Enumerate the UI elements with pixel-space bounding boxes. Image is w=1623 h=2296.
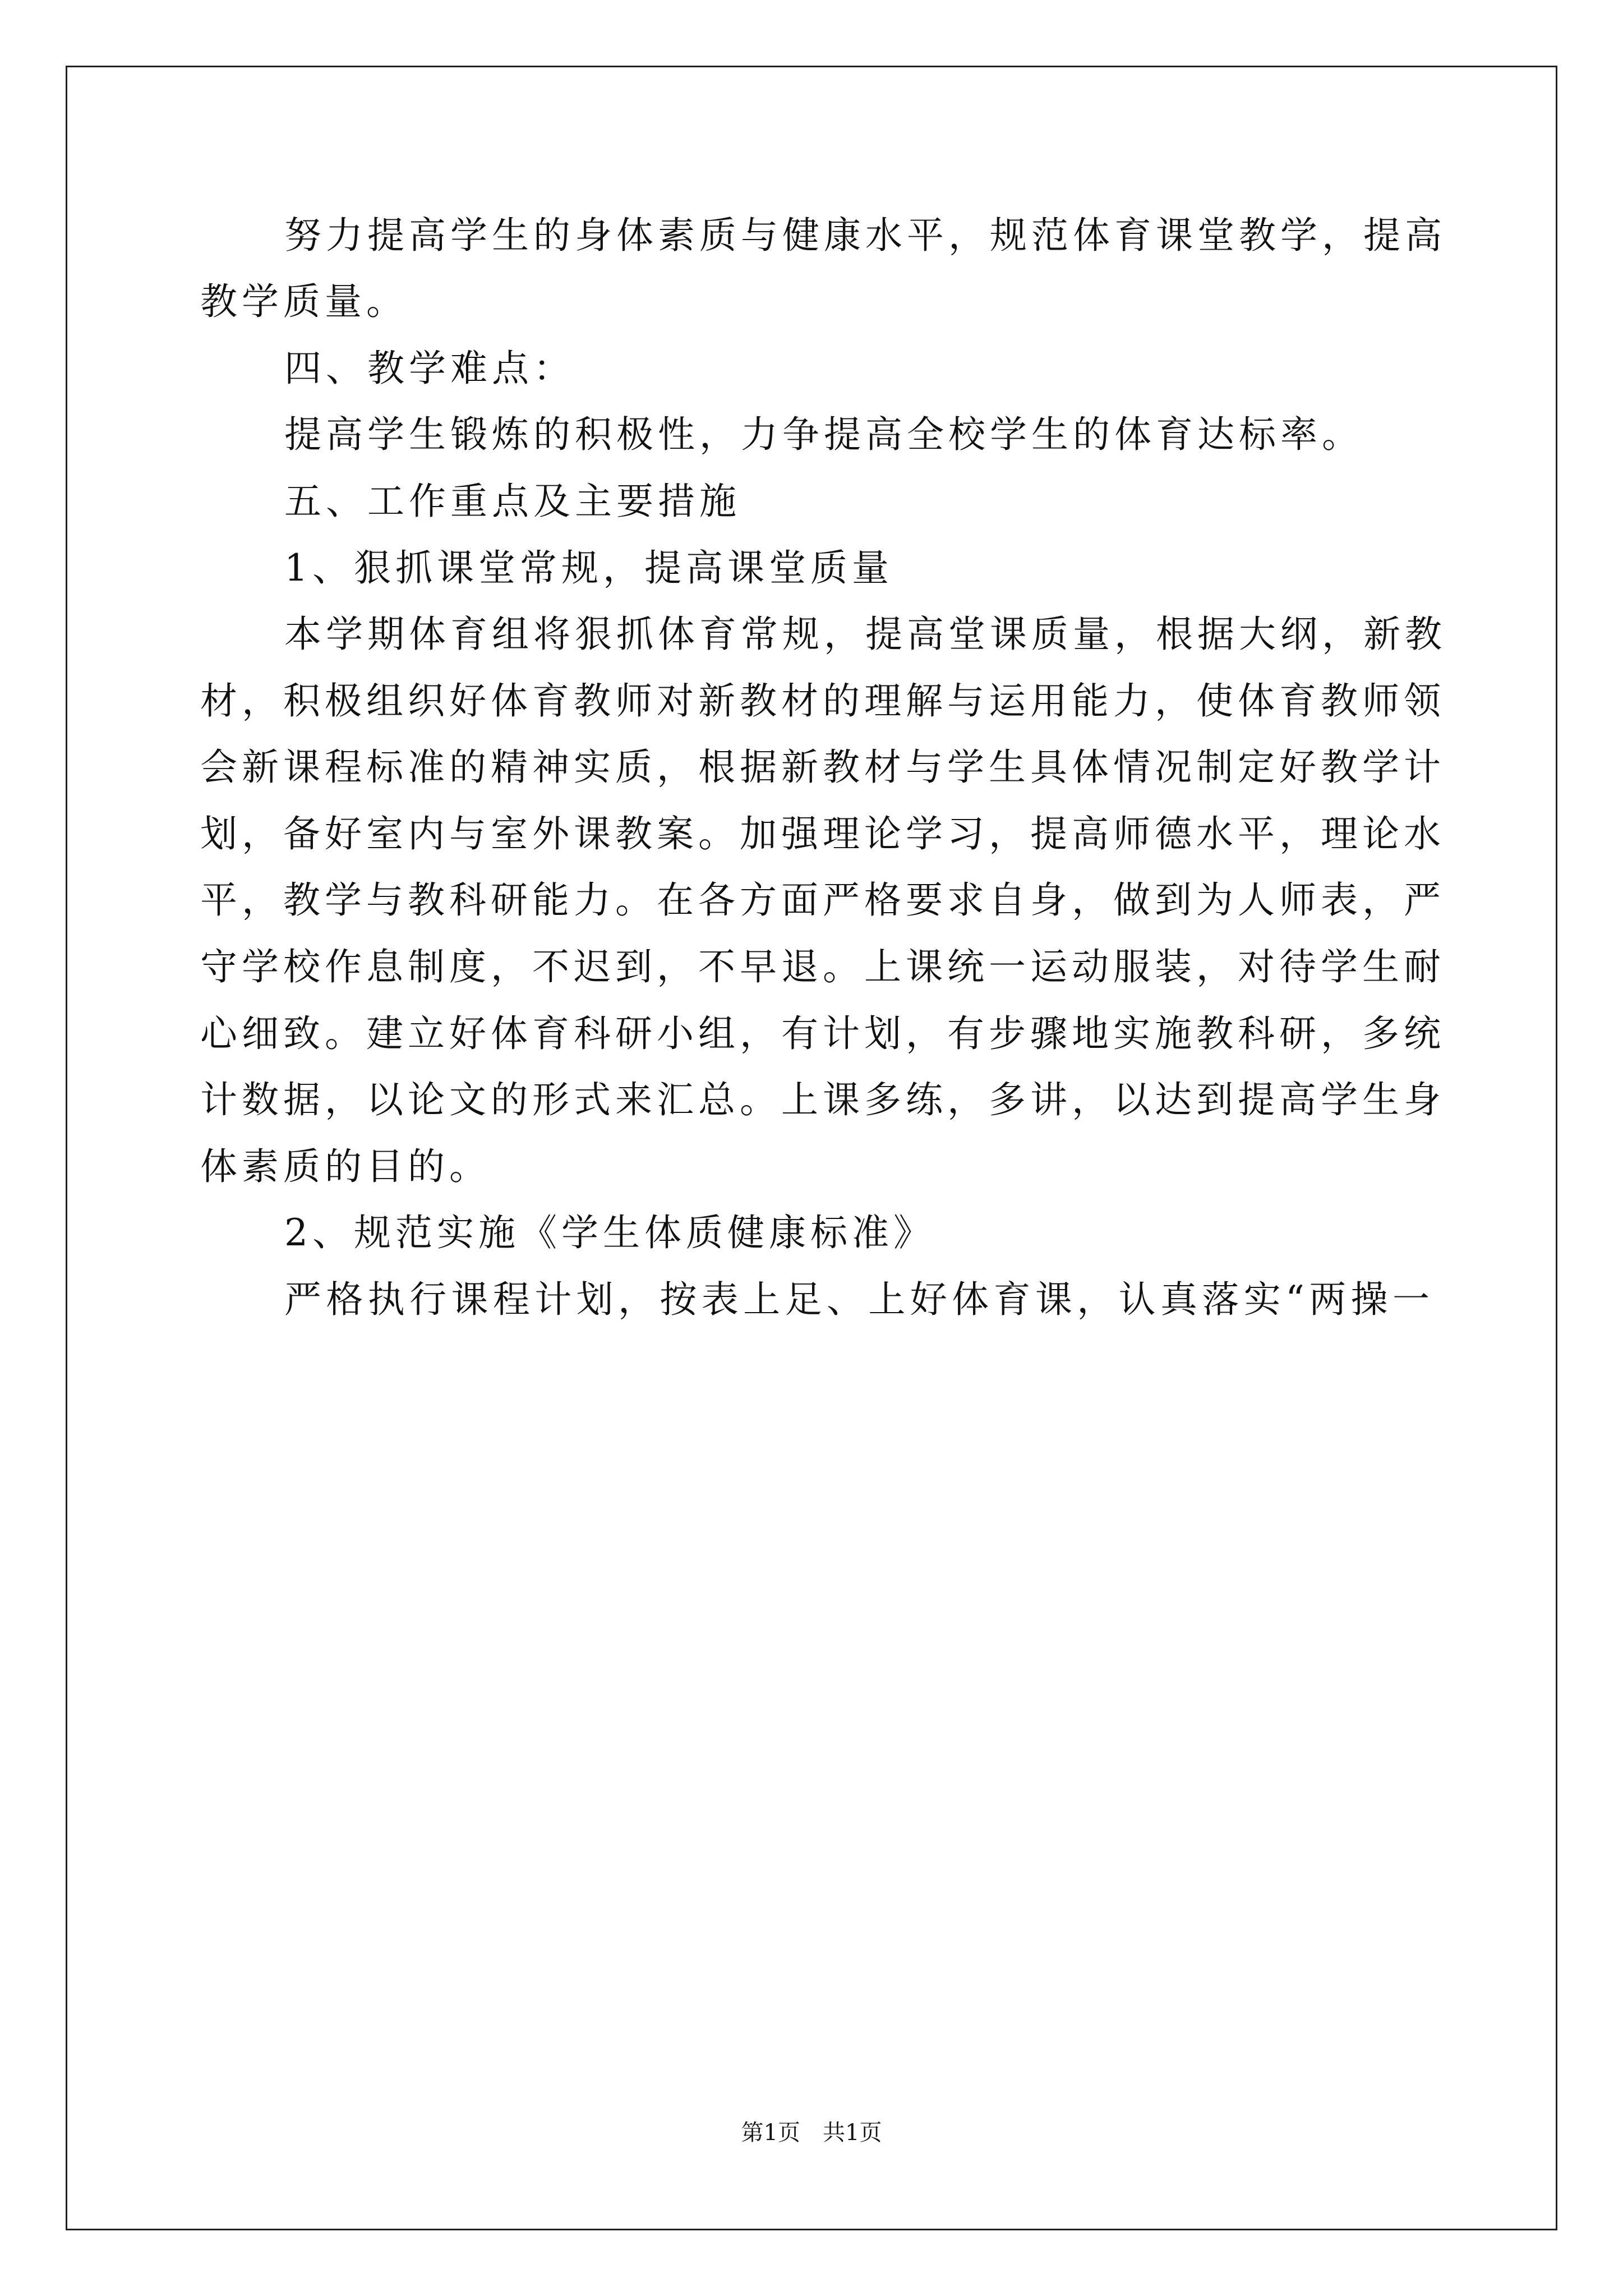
text-line-17: 严格执行课程计划，按表上足、上好体育课，认真落实“两操一 — [284, 1278, 1434, 1321]
page-footer — [0, 2115, 1623, 2147]
text-line-7: 本学期体育组将狠抓体育常规，提高堂课质量，根据大纲，新教 — [284, 613, 1446, 656]
subheading-1: 1、狠抓课堂常规，提高课堂质量 — [284, 546, 893, 590]
text-line-11: 平，教学与教科研能力。在各方面严格要求自身，做到为人师表，严 — [200, 878, 1445, 922]
text-line-14: 计数据，以论文的形式来汇总。上课多练，多讲，以达到提高学生身 — [200, 1078, 1445, 1121]
text-line-15: 体素质的目的。 — [200, 1145, 491, 1188]
text-line-13: 心细致。建立好体育科研小组，有计划，有步骤地实施教科研，多统 — [200, 1012, 1445, 1055]
text-line-9: 会新课程标准的精神实质，根据新教材与学生具体情况制定好教学计 — [200, 746, 1445, 789]
section-heading-4: 四、教学难点： — [284, 347, 575, 390]
text-line-2: 教学质量。 — [200, 280, 408, 323]
page-number: 第1页 — [741, 2120, 800, 2146]
text-line-10: 划，备好室内与室外课教案。加强理论学习，提高师德水平，理论水 — [200, 812, 1445, 855]
text-line-8: 材，积极组织好体育教师对新教材的理解与运用能力，使体育教师领 — [200, 679, 1445, 723]
text-line-4: 提高学生锻炼的积极性，力争提高全校学生的体育达标率。 — [284, 413, 1363, 456]
page-total: 共1页 — [823, 2120, 882, 2146]
text-line-1: 努力提高学生的身体素质与健康水平，规范体育课堂教学，提高 — [284, 214, 1446, 257]
text-line-12: 守学校作息制度，不迟到，不早退。上课统一运动服装，对待学生耐 — [200, 945, 1445, 988]
subheading-2: 2、规范实施《学生体质健康标准》 — [284, 1211, 935, 1254]
section-heading-5: 五、工作重点及主要措施 — [284, 480, 741, 523]
